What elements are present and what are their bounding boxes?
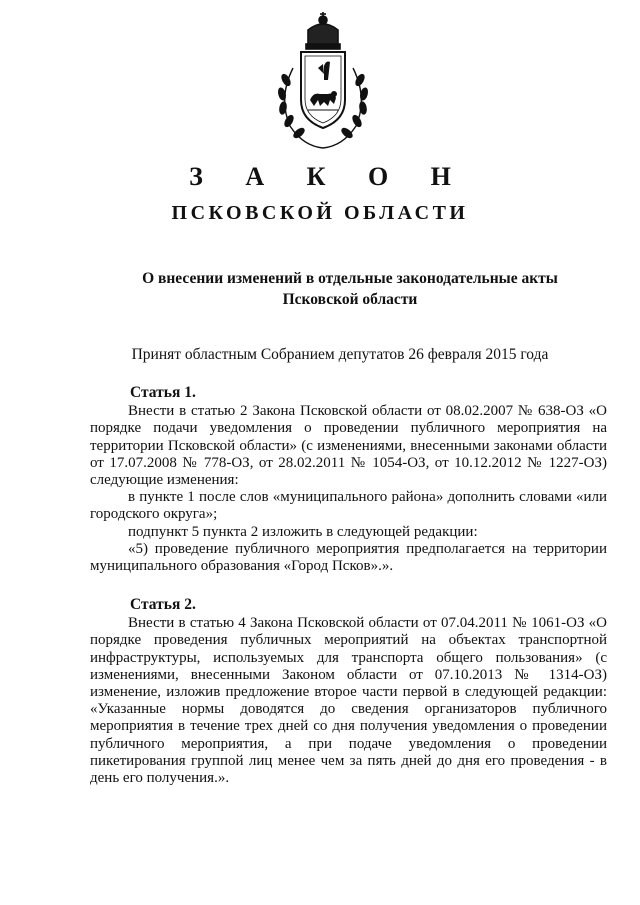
article-paragraph: подпункт 5 пункта 2 изложить в следующей редакции: (128, 523, 478, 540)
adoption-note: Принят областным Собранием депутатов 26 февраля 2015 года (131, 346, 549, 363)
subject-line-2: Псковской области (282, 291, 418, 308)
subject-line-1: О внесении изменений в отдельные законодательные акты (142, 270, 558, 287)
article-paragraph: Внести в статью 4 Закона Псковской области от 07.04.2011 № 1061-ОЗ «О порядке проведения публичных мероприятий на объектах транспортной инфраструктуры, используемых для транспорта общего пользования» (с изменениями, внесенными Законом области от 07.10.2013 № 1314-ОЗ) изменение, изложив предложение второе части первой в следующей редакции: «Указанные нормы доводятся до сведения организаторов публичного мероприятия в течение трех дней со дня получения уведомления о проведении публичного мероприятия, а при подаче уведомления о проведении пикетирования группой лиц менее чем за пять дней до дня его проведения - в день его получения.». (90, 615, 607, 787)
article-heading: Статья 1. (130, 384, 196, 401)
article-paragraph: в пункте 1 после слов «муниципального района» дополнить словами «или городского округа»; (90, 489, 607, 523)
article-paragraph: Внести в статью 2 Закона Псковской области от 08.02.2007 № 638-ОЗ «О порядке подачи уведомления о проведении публичного мероприятия на территории Псковской области» (с изменениями, внесенными законами области от 17.07.2008 № 778-ОЗ, от 28.02.2011 № 1054-ОЗ, от 10.12.2012 № 1227-ОЗ) следующие изменения: (90, 403, 607, 489)
article-paragraph: «5) проведение публичного мероприятия предполагается на территории муниципального образования «Город Псков».». (90, 540, 607, 575)
law-title: З А К О Н (189, 162, 469, 191)
article-heading: Статья 2. (130, 596, 196, 613)
article-2 (90, 596, 607, 787)
article-1 (90, 384, 607, 575)
region-name: ПСКОВСКОЙ ОБЛАСТИ (171, 202, 469, 224)
document-subject (130, 268, 570, 310)
coat-of-arms-icon (268, 8, 378, 153)
